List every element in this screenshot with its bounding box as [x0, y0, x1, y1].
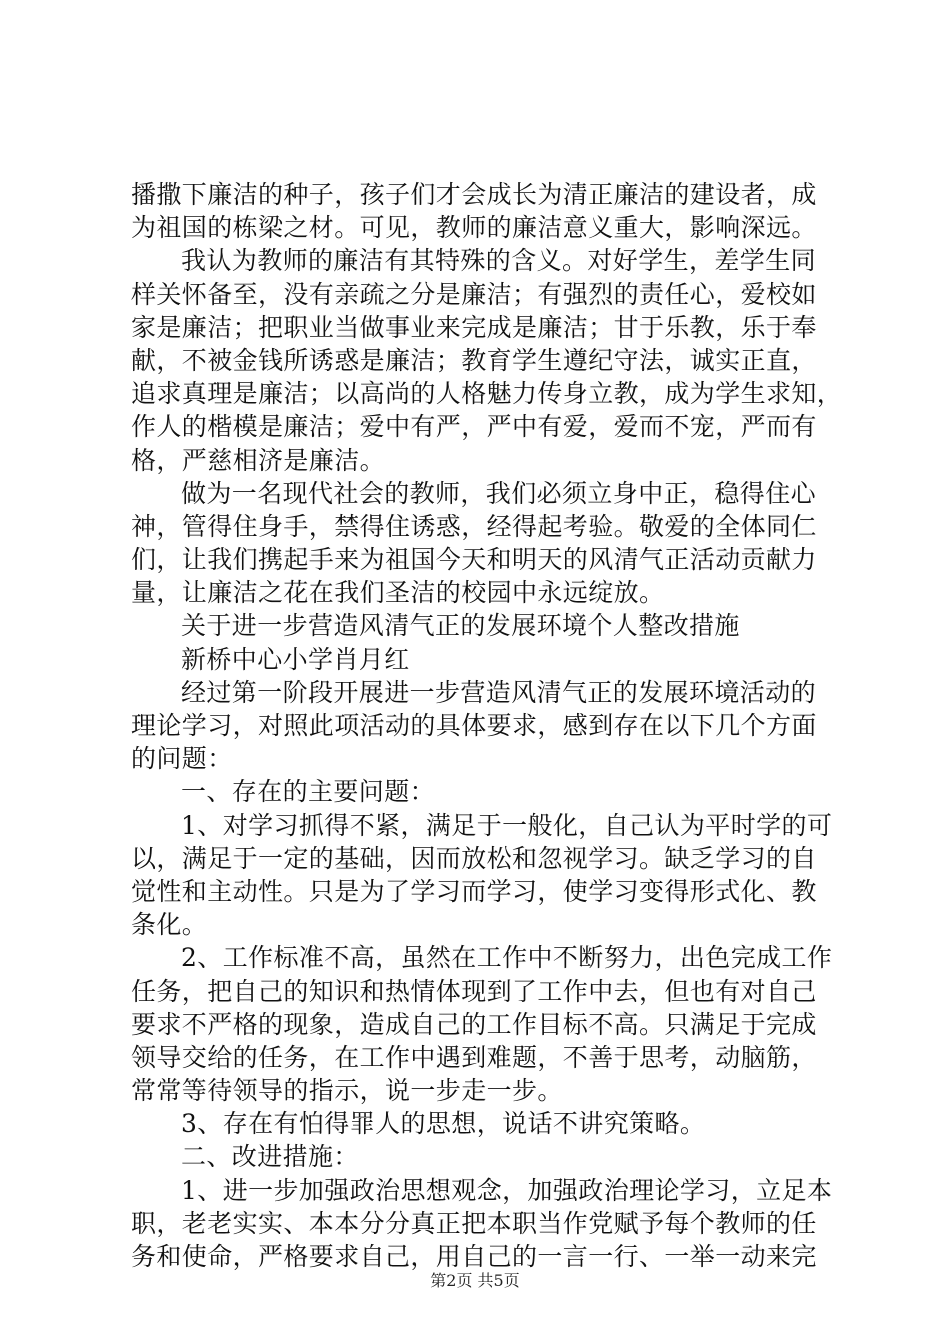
text-line: 职，老老实实、本本分分真正把本职当作党赋予每个教师的任: [131, 1208, 817, 1238]
subheading: 一、存在的主要问题：: [181, 777, 436, 807]
text-line: 条化。: [131, 910, 208, 940]
section-heading: 关于进一步营造风清气正的发展环境个人整改措施: [181, 611, 740, 641]
text-line: 量，让廉洁之花在我们圣洁的校园中永远绽放。: [131, 578, 665, 608]
text-line: 觉性和主动性。只是为了学习而学习，使学习变得形式化、教: [131, 876, 817, 906]
text-line: 播撒下廉洁的种子，孩子们才会成长为清正廉洁的建设者，成: [131, 180, 817, 209]
text-line: 格，严慈相济是廉洁。: [131, 445, 386, 475]
text-line: 理论学习，对照此项活动的具体要求，感到存在以下几个方面: [131, 711, 817, 740]
text-line: 作人的楷模是廉洁；爱中有严，严中有爱，爱而不宠，严而有: [131, 412, 817, 442]
text-line: 追求真理是廉洁；以高尚的人格魅力传身立教，成为学生求知，: [131, 379, 843, 409]
text-line: 任务，把自己的知识和热情体现到了工作中去，但也有对自己: [131, 976, 817, 1006]
text-line: 以，满足于一定的基础，因而放松和忽视学习。缺乏学习的自: [131, 843, 817, 873]
text-line: 领导交给的任务，在工作中遇到难题，不善于思考，动脑筋，: [131, 1042, 817, 1072]
text-line: 常常等待领导的指示，说一步走一步。: [131, 1076, 563, 1106]
text-line: 经过第一阶段开展进一步营造风清气正的发展环境活动的: [181, 677, 817, 707]
text-line: 神，管得住身手，禁得住诱惑，经得起考验。敬爱的全体同仁: [131, 511, 817, 541]
text-line: 3、存在有怕得罪人的思想，说话不讲究策略。: [181, 1109, 706, 1139]
body-text: [131, 178, 843, 1273]
text-line: 家是廉洁；把职业当做事业来完成是廉洁；甘于乐教，乐于奉: [131, 312, 817, 342]
text-line: 要求不严格的现象，造成自己的工作目标不高。只满足于完成: [131, 1009, 817, 1039]
text-line: 献，不被金钱所诱惑是廉洁；教育学生遵纪守法，诚实正直，: [131, 345, 817, 375]
text-line: 1、进一步加强政治思想观念，加强政治理论学习，立足本: [181, 1175, 833, 1205]
text-line: 务和使命，严格要求自己，用自己的一言一行、一举一动来完: [131, 1242, 817, 1271]
subheading: 二、改进措施：: [181, 1142, 359, 1172]
text-line: 的问题：: [131, 744, 233, 774]
author-line: 新桥中心小学肖月红: [181, 644, 410, 674]
text-line: 样关怀备至，没有亲疏之分是廉洁；有强烈的责任心，爱校如: [131, 279, 817, 309]
page-footer: 第2页 共5页: [430, 1271, 520, 1290]
text-line: 们，让我们携起手来为祖国今天和明天的风清气正活动贡献力: [131, 545, 817, 575]
text-line: 我认为教师的廉洁有其特殊的含义。对好学生，差学生同: [181, 246, 817, 276]
text-line: 2、工作标准不高，虽然在工作中不断努力，出色完成工作: [181, 943, 833, 973]
text-line: 为祖国的栋梁之材。可见，教师的廉洁意义重大，影响深远。: [131, 213, 817, 243]
text-line: 做为一名现代社会的教师，我们必须立身中正，稳得住心: [181, 478, 817, 508]
text-line: 1、对学习抓得不紧，满足于一般化，自己认为平时学的可: [181, 810, 833, 840]
